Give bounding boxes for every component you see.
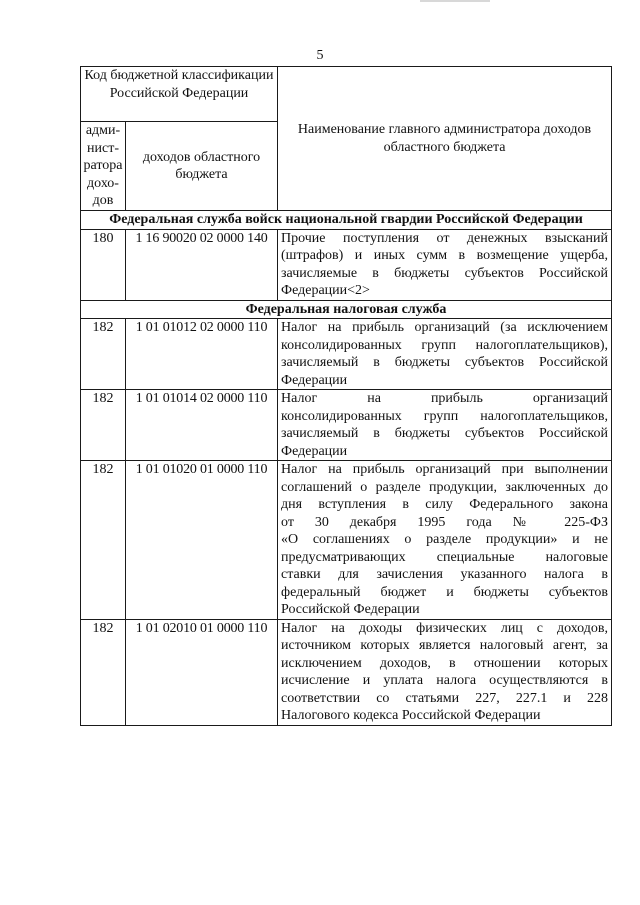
income-name-line: источником которых является налоговый агент, за — [281, 638, 609, 653]
income-name-line: исчисление и уплата налога осуществляются в — [281, 673, 609, 688]
income-name-line: консолидированных групп налогоплательщиков, — [281, 408, 609, 424]
income-name — [278, 461, 612, 620]
income-name-line: соглашений о разделе продукции, заключенных до — [281, 479, 609, 495]
income-code: 1 01 02010 01 0000 110 — [126, 619, 278, 725]
income-name-line: Налог на доходы физических лиц с доходов, — [281, 620, 609, 636]
income-name — [278, 319, 612, 390]
income-name-line: дня вступления в силу Федерального закона — [281, 497, 609, 512]
section-row — [81, 300, 612, 319]
income-name-line: зачисляемый в бюджеты субъектов Российской — [281, 355, 609, 370]
income-name-line: исключением доходов, в отношении которых — [281, 655, 609, 671]
income-name — [278, 619, 612, 725]
income-code: 1 01 01012 02 0000 110 — [126, 319, 278, 390]
income-name-line: предусматривающих специальные налоговые — [281, 549, 609, 565]
header-administrator-code: адми-нист-ратора дохо-дов — [81, 122, 126, 211]
section-title: Федеральная служба войск национальной гвардии Российской Федерации — [81, 211, 612, 230]
header-income-code: доходов областного бюджета — [126, 122, 278, 211]
page-number: 5 — [316, 48, 324, 63]
income-name-line: «О соглашениях о разделе продукции» и не — [281, 532, 609, 547]
table-row — [81, 390, 612, 461]
income-name-line: Налог на прибыль организаций — [281, 391, 609, 406]
income-name — [278, 390, 612, 461]
table-row — [81, 619, 612, 725]
income-code: 1 01 01020 01 0000 110 — [126, 461, 278, 620]
header-administrator-name: Наименование главного администратора доходов областного бюджета — [278, 67, 612, 211]
income-name-line: соответствии со статьями 227, 227.1 и 228 — [281, 690, 609, 706]
income-name-line: Федерации<2> — [281, 283, 370, 298]
table-row — [81, 319, 612, 390]
income-name-line: от 30 декабря 1995 года № 225-ФЗ — [281, 514, 609, 530]
administrator-code: 182 — [81, 390, 126, 461]
income-name-line: Прочие поступления от денежных взысканий — [281, 230, 609, 246]
administrator-code: 182 — [81, 619, 126, 725]
income-name-line: ставки для зачисления указанного налога в — [281, 567, 609, 582]
table-row — [81, 461, 612, 620]
income-code: 1 01 01014 02 0000 110 — [126, 390, 278, 461]
administrator-code: 182 — [81, 319, 126, 390]
income-code: 1 16 90020 02 0000 140 — [126, 229, 278, 300]
income-name-line: Налог на прибыль организаций при выполнении — [281, 462, 609, 477]
income-name-line: консолидированных групп налогоплательщиков), — [281, 337, 609, 353]
income-name-line: Федерации — [281, 443, 348, 459]
income-name-line: Налогового кодекса Российской Федерации — [281, 708, 541, 723]
income-name-line: Российской Федерации — [281, 602, 420, 617]
income-name-line: зачисляемые в бюджеты субъектов Российской — [281, 265, 609, 281]
top-edge-mark — [420, 0, 490, 2]
income-name-line: зачисляемый в бюджеты субъектов Российской — [281, 426, 609, 441]
table-row — [81, 229, 612, 300]
income-name-line: Федерации — [281, 372, 348, 388]
income-name-line: федеральный бюджет и бюджеты субъектов — [281, 584, 609, 600]
income-name-line: Налог на прибыль организаций (за исключением — [281, 320, 609, 335]
header-row-top — [81, 67, 612, 122]
section-title: Федеральная налоговая служба — [81, 300, 612, 319]
administrator-code: 180 — [81, 229, 126, 300]
section-row — [81, 211, 612, 230]
header-code-group: Код бюджетной классификации Российской Федерации — [81, 67, 278, 122]
budget-classification-table — [80, 66, 612, 726]
income-name — [278, 229, 612, 300]
income-name-line: (штрафов) и иных сумм в возмещение ущерба, — [281, 248, 609, 263]
administrator-code: 182 — [81, 461, 126, 620]
